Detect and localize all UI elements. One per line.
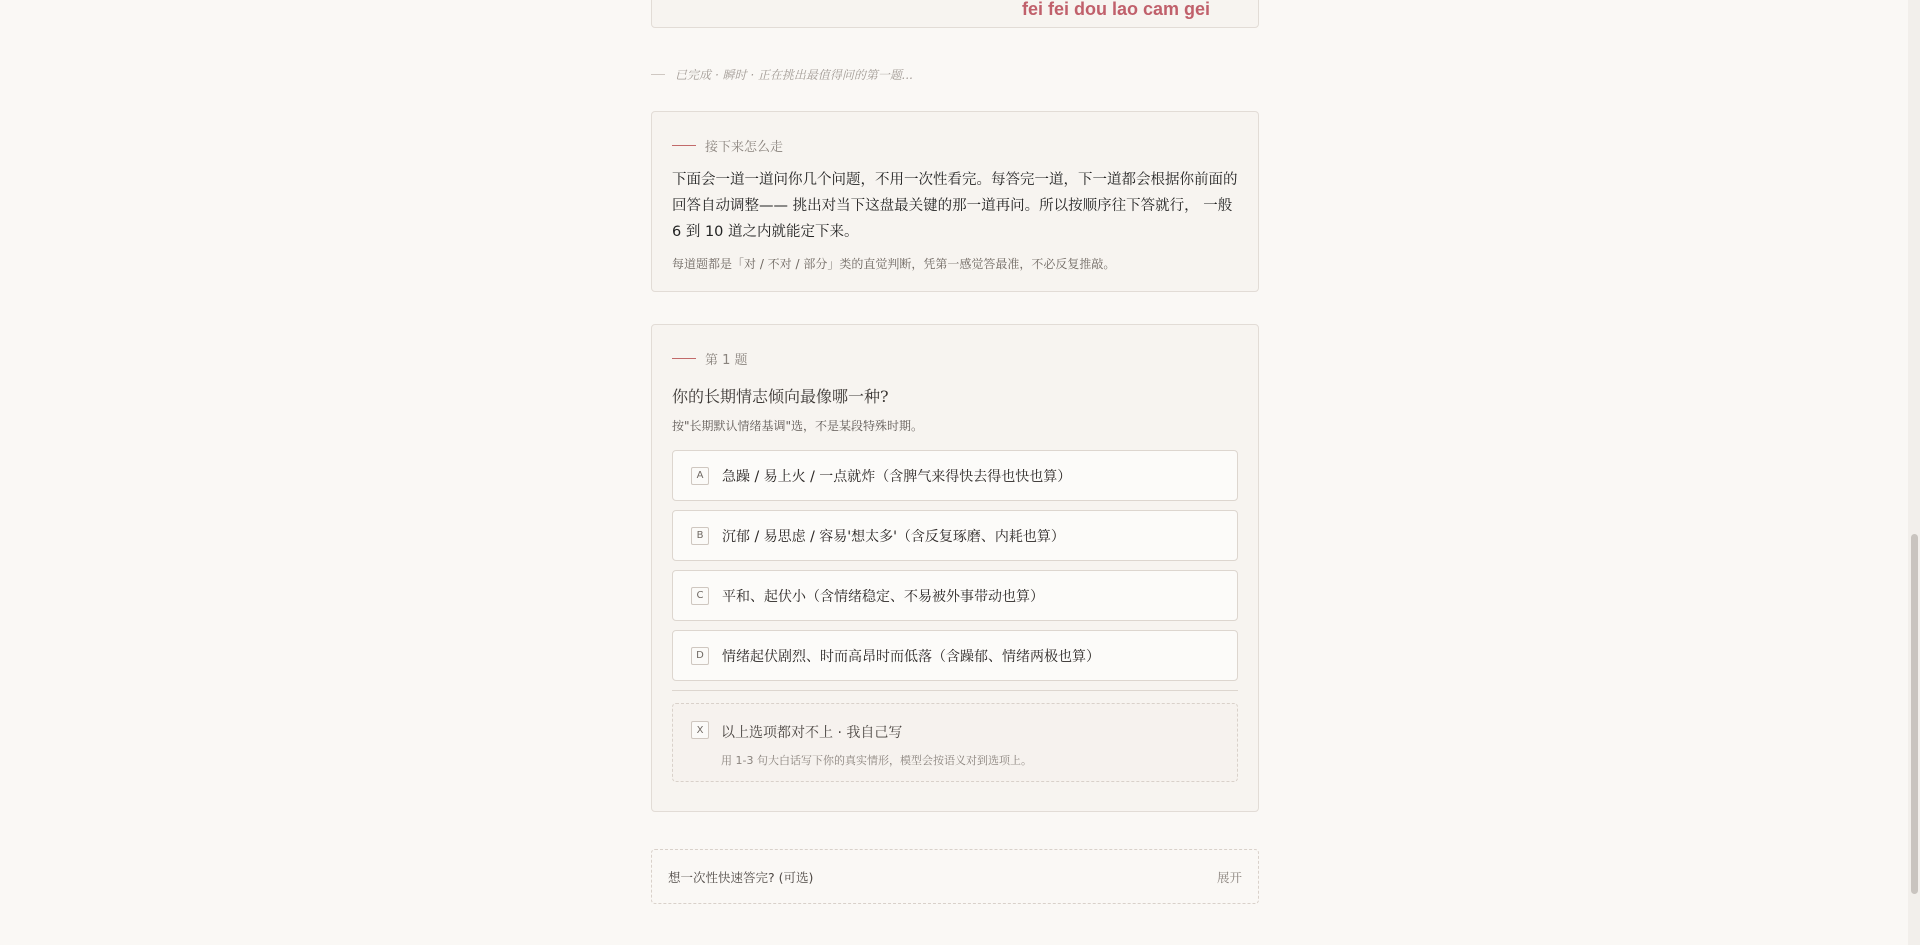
heading-dash [672, 145, 696, 146]
option-b[interactable] [672, 510, 1238, 561]
question-title: 你的长期情志倾向最像哪一种? [672, 387, 889, 406]
option-letter: X [691, 721, 709, 739]
quick-answer-label: 想一次性快速答完? (可选) [668, 869, 814, 885]
option-letter: B [691, 527, 709, 545]
option-letter: A [691, 467, 709, 485]
previous-card [651, 0, 1259, 28]
option-a[interactable] [672, 450, 1238, 501]
scrollbar[interactable] [1908, 0, 1920, 945]
option-c[interactable] [672, 570, 1238, 621]
custom-answer-option[interactable] [672, 703, 1238, 782]
option-text: 平和、起伏小（含情绪稳定、不易被外事带动也算） [722, 588, 1044, 605]
question-card [651, 324, 1259, 812]
option-list [672, 450, 1238, 681]
status-text: 已完成 · 瞬时 · 正在挑出最值得问的第一题... [675, 68, 914, 82]
custom-answer-subtitle: 用 1-3 句大白话写下你的真实情形，模型会按语义对到选项上。 [721, 754, 1032, 767]
intro-card [651, 111, 1259, 292]
intro-body: 下面会一道一道问你几个问题，不用一次性看完。每答完一道，下一道都会根据你前面的回答自动调整—— 挑出对当下这盘最关键的那一道再问。所以按顺序往下答就行， 一般 6 到 10 道之内就能定下来。 [672, 172, 1238, 240]
option-d[interactable] [672, 630, 1238, 681]
custom-answer-title: 以上选项都对不上 · 我自己写 [721, 725, 903, 741]
quick-answer-panel[interactable] [651, 849, 1259, 904]
question-number-text: 第 1 题 [705, 353, 748, 368]
status-line [651, 66, 913, 83]
question-number [672, 349, 1238, 368]
status-dash [651, 74, 665, 75]
question-hint: 按"长期默认情绪基调"选，不是某段特殊时期。 [672, 419, 924, 433]
handwritten-text: fei fei dou lao cam gei [1021, 0, 1210, 19]
option-text: 沉郁 / 易思虑 / 容易'想太多'（含反复琢磨、内耗也算） [722, 528, 1065, 545]
divider [672, 690, 1238, 691]
intro-heading-text: 接下来怎么走 [705, 140, 784, 155]
option-text: 情绪起伏剧烈、时而高昂时而低落（含躁郁、情绪两极也算） [722, 648, 1100, 665]
intro-note: 每道题都是「对 / 不对 / 部分」类的直觉判断，凭第一感觉答最准，不必反复推敲。 [672, 257, 1116, 271]
heading-dash [672, 358, 696, 359]
option-text: 急躁 / 易上火 / 一点就炸（含脾气来得快去得也快也算） [722, 468, 1072, 485]
scrollbar-thumb[interactable] [1911, 534, 1918, 894]
expand-button[interactable]: 展开 [1216, 869, 1242, 885]
option-letter: D [691, 647, 709, 665]
option-letter: C [691, 587, 709, 605]
intro-heading [672, 136, 1238, 155]
